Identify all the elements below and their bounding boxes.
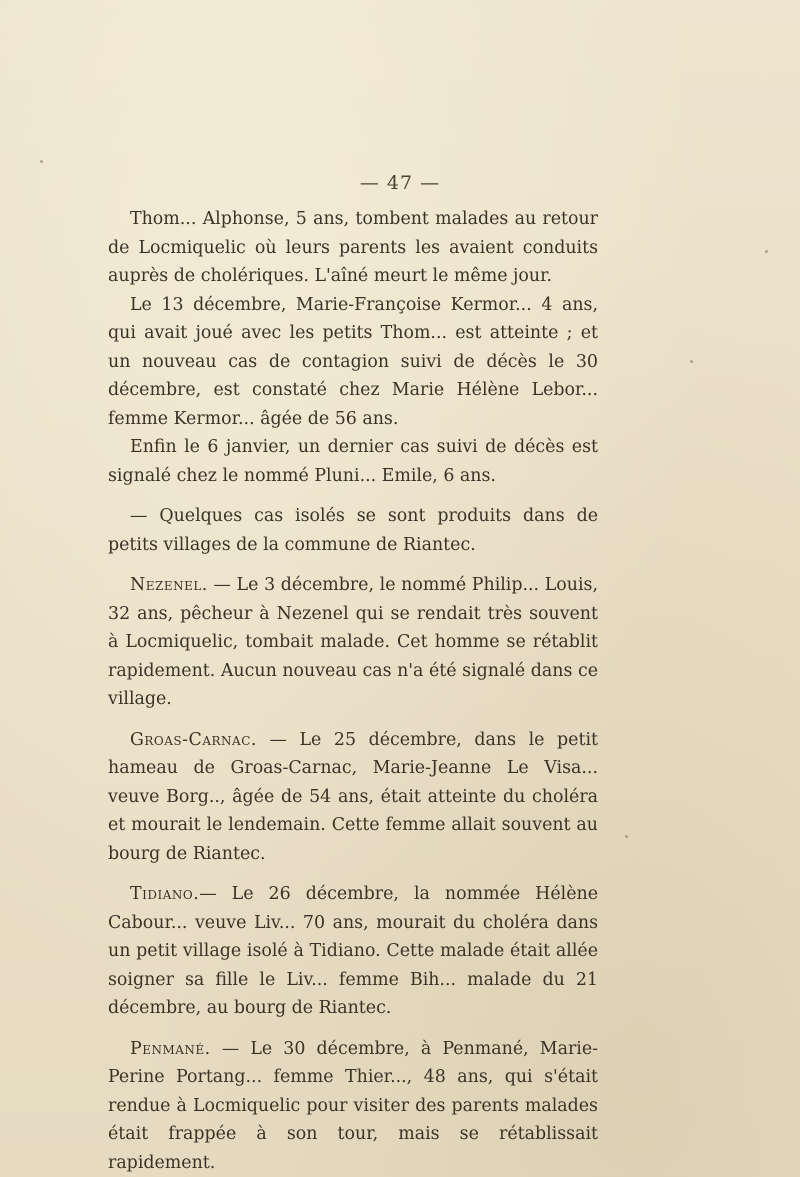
body-text [108,205,598,1177]
paragraph [108,1035,598,1177]
section-heading: Tidiano. [130,884,200,904]
paragraph-text: Enfin le 6 janvier, un dernier cas suivi de décès est signalé chez le nommé Pluni... Emile, 6 ans. [108,437,598,486]
paragraph [108,433,598,490]
section-heading: Groas-Carnac. [130,729,257,750]
paper-speck [625,835,628,838]
paragraph-text: — Le 26 décembre, la nommée Hélène Cabour... veuve Liv... 70 ans, mourait du choléra dans un petit village isolé à Tidiano. Cette malade était allée soigner sa fille le Liv... femme Bih... malade du 21 décembre, au bourg de Riantec. [108,884,598,1018]
section-heading: Nezenel. [130,575,208,595]
paragraph-text: — Quelques cas isolés se sont produits dans de petits villages de la commune de Riantec. [108,506,598,555]
paper-speck [690,360,693,363]
paragraph [108,291,598,434]
paragraph [108,502,598,559]
paragraph-text: Thom... Alphonse, 5 ans, tombent malades au retour de Locmiquelic où leurs parents les avaient conduits auprès de cholériques. L'aîné meurt le même jour. [108,209,598,286]
page-number: — 47 — [359,172,441,194]
paragraph-text: — Le 3 décembre, le nommé Philip... Louis, 32 ans, pêcheur à Nezenel qui se rendait très souvent à Locmiquelic, tombait malade. Cet homme se rétablit rapidement. Aucun nouveau cas n'a été signalé dans ce village. [108,575,598,709]
section-heading: Penmané. [130,1038,211,1059]
paragraph-text: — Le 25 décembre, dans le petit hameau de Groas-Carnac, Marie-Jeanne Le Visa... veuve Borg.., âgée de 54 ans, était atteinte du choléra et mourait le lendemain. Cette femme allait souvent au bourg de Riantec. [108,729,598,864]
paragraph [108,205,598,291]
paper-speck [765,250,768,253]
paragraph [108,880,598,1023]
paragraph [108,571,598,714]
paragraph-text: Le 13 décembre, Marie-Françoise Kermor... 4 ans, qui avait joué avec les petits Thom... est atteinte ; et un nouveau cas de contagion suivi de décès le 30 décembre, est constaté chez Marie Hélène Lebor... femme Kermor... âgée de 56 ans. [108,294,598,429]
paragraph-text: — Le 30 décembre, à Penmané, Marie-Perine Portang... femme Thier..., 48 ans, qui s'était rendue à Locmiquelic pour visiter des parents malades était frappée à son tour, mais se rétablissait rapidement. [108,1038,598,1173]
paper-speck [40,160,43,163]
paragraph [108,726,598,869]
